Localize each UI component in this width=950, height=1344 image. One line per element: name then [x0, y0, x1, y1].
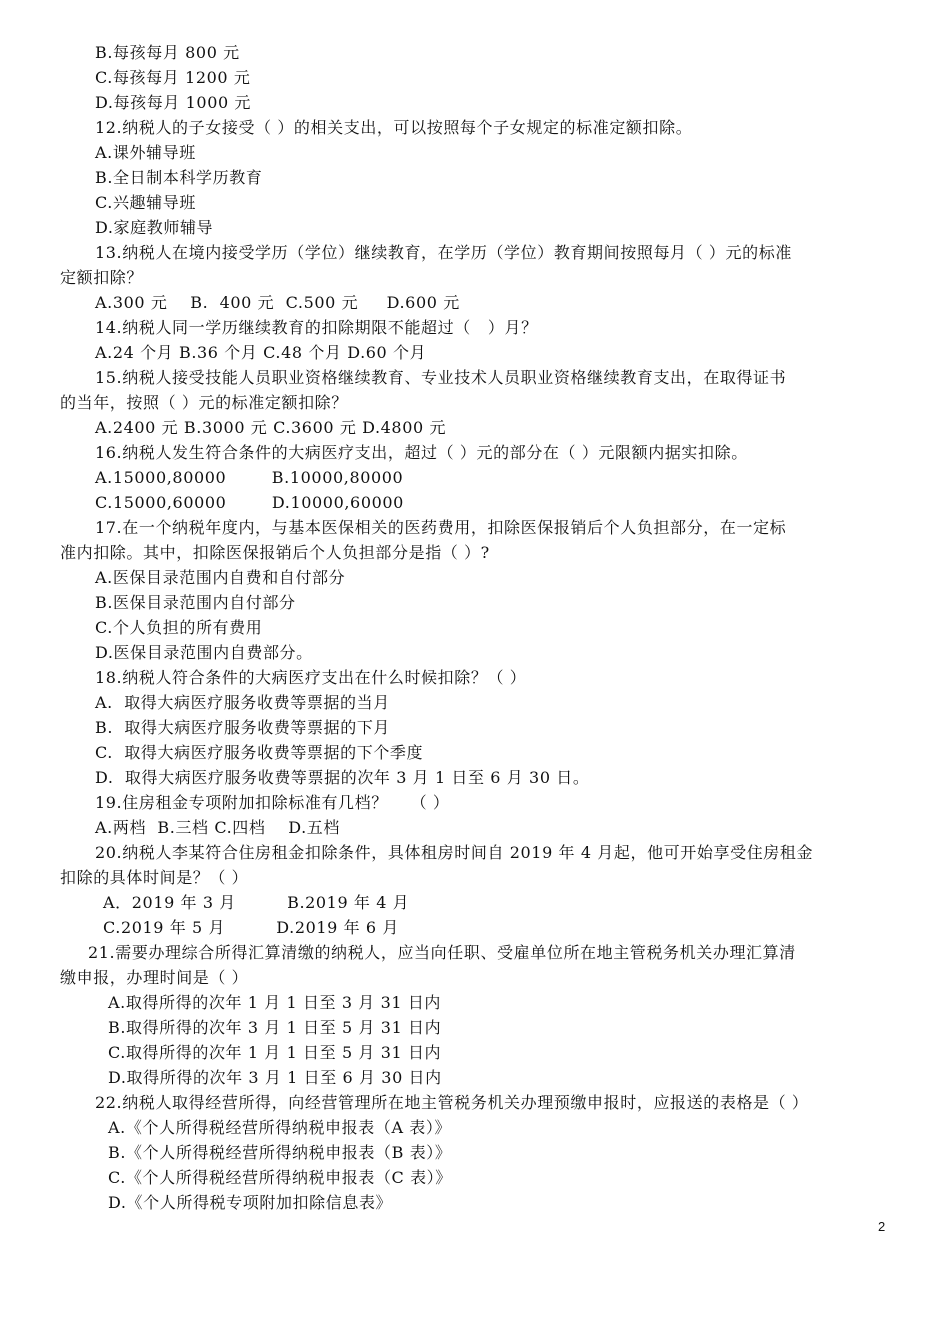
question-17: 17.在一个纳税年度内，与基本医保相关的医药费用，扣除医保报销后个人负担部分，在一定标: [95, 518, 787, 537]
option-line: D. 取得大病医疗服务收费等票据的次年 3 月 1 日至 6 月 30 日。: [95, 768, 590, 787]
option-line: A.24 个月 B.36 个月 C.48 个月 D.60 个月: [95, 343, 427, 362]
question-21: 21.需要办理综合所得汇算清缴的纳税人，应当向任职、受雇单位所在地主管税务机关办理汇算清: [88, 943, 796, 962]
option-line: C.《个人所得税经营所得纳税申报表（C 表）》: [108, 1168, 452, 1187]
option-line: B.医保目录范围内自付部分: [95, 593, 296, 612]
question-20: 20.纳税人李某符合住房租金扣除条件，具体租房时间自 2019 年 4 月起，他可开始享受住房租金: [95, 843, 814, 862]
option-line: A.《个人所得税经营所得纳税申报表（A 表）》: [108, 1118, 452, 1137]
option-line: C.2019 年 5 月 D.2019 年 6 月: [103, 918, 399, 937]
option-line: D.《个人所得税专项附加扣除信息表》: [108, 1193, 393, 1212]
question-21-cont: 缴申报，办理时间是（ ）: [60, 968, 249, 987]
question-19: 19.住房租金专项附加扣除标准有几档？ （ ）: [95, 793, 450, 812]
question-15: 15.纳税人接受技能人员职业资格继续教育、专业技术人员职业资格继续教育支出，在取得证书: [95, 368, 787, 387]
option-line: A.取得所得的次年 1 月 1 日至 3 月 31 日内: [108, 993, 442, 1012]
question-18: 18.纳税人符合条件的大病医疗支出在什么时候扣除？（ ）: [95, 668, 527, 687]
option-line: D.家庭教师辅导: [95, 218, 214, 237]
option-line: A.300 元 B. 400 元 C.500 元 D.600 元: [95, 293, 460, 312]
question-15-cont: 的当年，按照（ ）元的标准定额扣除？: [60, 393, 348, 412]
option-line: C.每孩每月 1200 元: [95, 68, 251, 87]
question-13: 13.纳税人在境内接受学历（学位）继续教育，在学历（学位）教育期间按照每月（ ）元的标准: [95, 243, 792, 262]
option-line: B.全日制本科学历教育: [95, 168, 263, 187]
option-line: D.医保目录范围内自费部分。: [95, 643, 313, 662]
option-line: D.每孩每月 1000 元: [95, 93, 252, 112]
option-line: B.每孩每月 800 元: [95, 43, 240, 62]
question-16: 16.纳税人发生符合条件的大病医疗支出，超过（ ）元的部分在（ ）元限额内据实扣除。: [95, 443, 748, 462]
option-line: C.取得所得的次年 1 月 1 日至 5 月 31 日内: [108, 1043, 442, 1062]
option-line: D.取得所得的次年 3 月 1 日至 6 月 30 日内: [108, 1068, 442, 1087]
page-number: 2: [878, 1219, 886, 1234]
option-line: C.兴趣辅导班: [95, 193, 196, 212]
option-line: B.《个人所得税经营所得纳税申报表（B 表）》: [108, 1143, 452, 1162]
option-line: A.15000,80000 B.10000,80000: [95, 468, 404, 487]
option-line: B. 取得大病医疗服务收费等票据的下月: [95, 718, 391, 737]
option-line: A.医保目录范围内自费和自付部分: [95, 568, 346, 587]
option-line: C. 取得大病医疗服务收费等票据的下个季度: [95, 743, 424, 762]
question-17-cont: 准内扣除。其中，扣除医保报销后个人负担部分是指（ ）?: [60, 543, 490, 562]
question-20-cont: 扣除的具体时间是？（ ）: [60, 868, 249, 887]
option-line: A．2019 年 3 月 B.2019 年 4 月: [103, 893, 410, 912]
question-12: 12.纳税人的子女接受（ ）的相关支出，可以按照每个子女规定的标准定额扣除。: [95, 118, 693, 137]
option-line: C.15000,60000 D.10000,60000: [95, 493, 404, 512]
option-line: C.个人负担的所有费用: [95, 618, 263, 637]
option-line: A.课外辅导班: [95, 143, 196, 162]
option-line: A.两档 B.三档 C.四档 D.五档: [95, 818, 340, 837]
option-line: B.取得所得的次年 3 月 1 日至 5 月 31 日内: [108, 1018, 442, 1037]
option-line: A. 取得大病医疗服务收费等票据的当月: [95, 693, 390, 712]
question-14: 14.纳税人同一学历继续教育的扣除期限不能超过（ ）月？: [95, 318, 538, 337]
option-line: A.2400 元 B.3000 元 C.3600 元 D.4800 元: [95, 418, 447, 437]
question-22: 22.纳税人取得经营所得，向经营管理所在地主管税务机关办理预缴申报时，应报送的表格是（ ）: [95, 1093, 809, 1112]
question-13-cont: 定额扣除？: [60, 268, 144, 287]
